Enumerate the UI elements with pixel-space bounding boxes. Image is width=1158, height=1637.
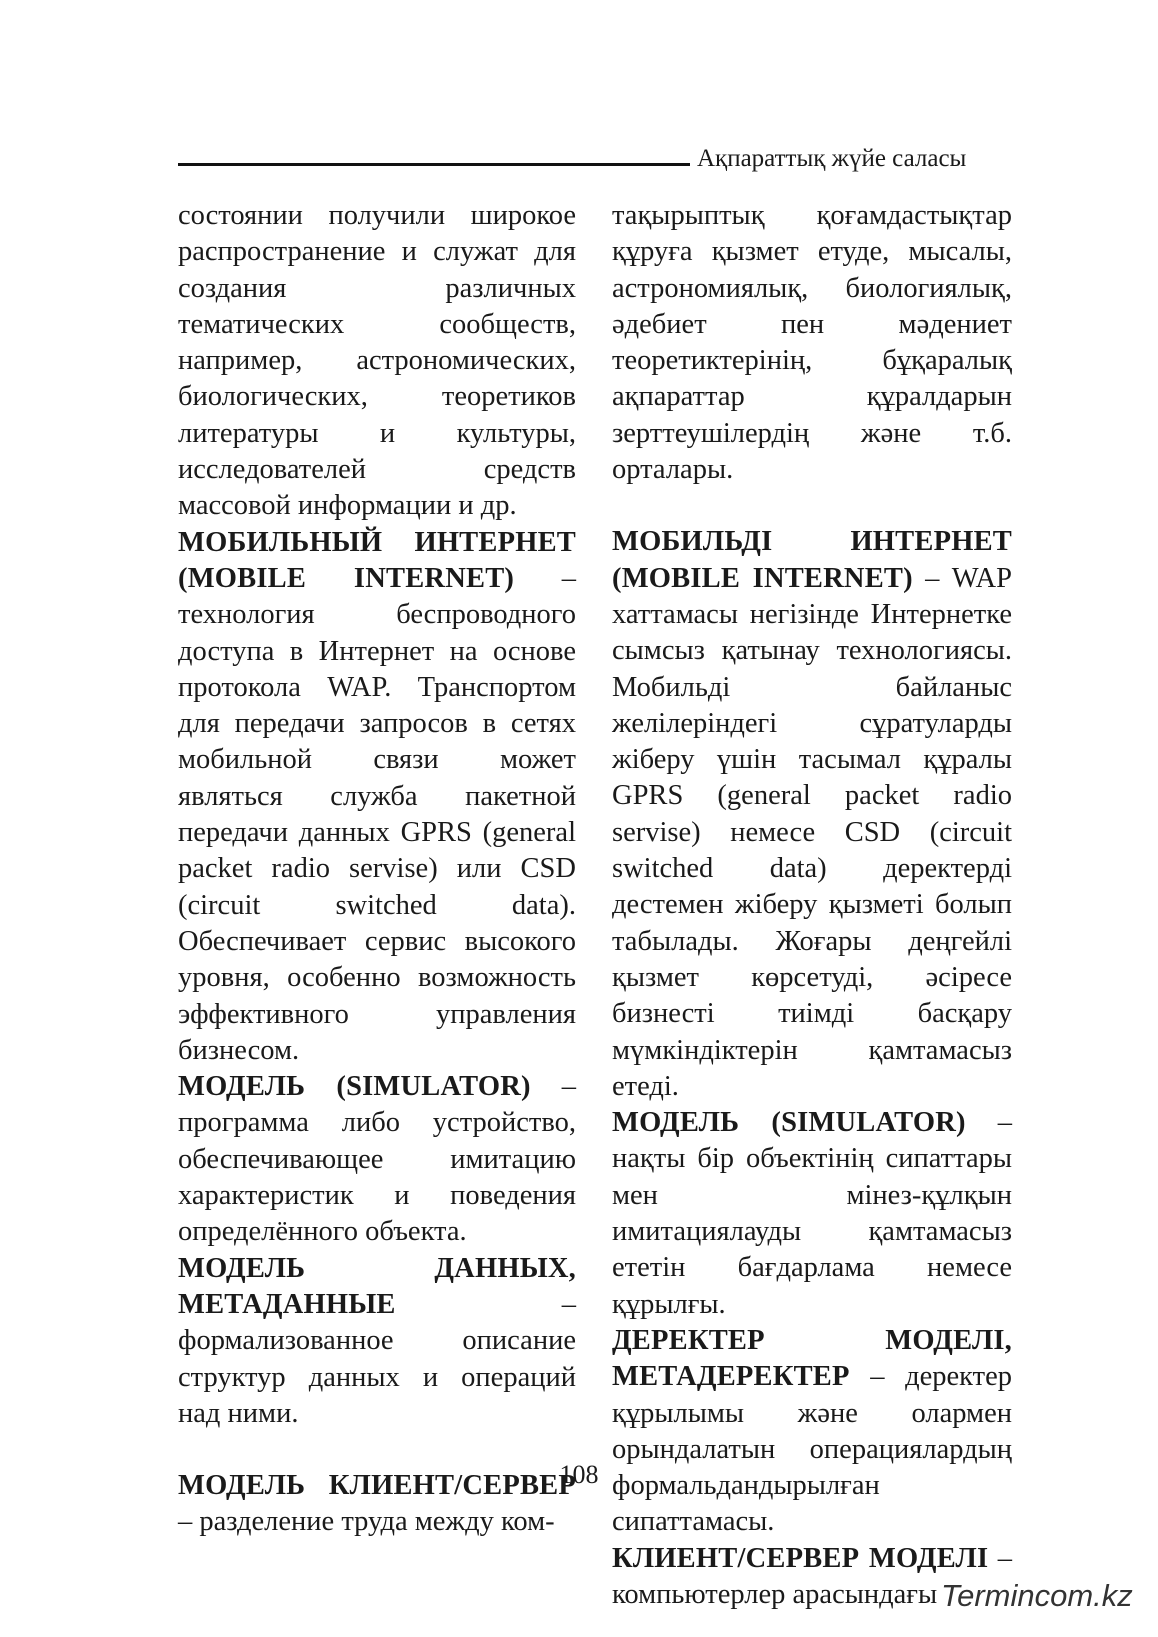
entry-text: – нақты бір объектінің сипаттары мен мінез-құлқын имитациялауды қамтамасыз ететін бағдарлама немесе құрылғы. [612,1107,1012,1320]
entry-text: – деректер құрылымы және олармен орындалатын операциялардың формальдандырылған сипаттамасы. [612,1361,1012,1538]
entry-term: МОДЕЛЬ (SIMULATOR) [178,1071,531,1103]
entry-simulator [178,1069,576,1250]
entry-data-model [178,1251,576,1432]
entry-text: – разделение труда между ком- [178,1506,555,1538]
entry-continuation [612,198,1012,488]
entry-term: КЛИЕНТ/СЕРВЕР МОДЕЛІ [612,1542,989,1574]
entry-text: – программа либо устройство, обеспечивающее имитацию характеристик и поведения определённого объекта. [178,1071,576,1248]
entry-term: МОДЕЛЬ (SIMULATOR) [612,1107,966,1139]
entry-term: МОДЕЛЬ КЛИЕНТ/СЕРВЕР [178,1470,576,1502]
entry-text: тақырыптық қоғамдастықтар құруға қызмет етуде, мысалы, астрономиялық, биологиялық, әдебиет пен мәдениет теоретиктерінің, бұқаралық ақпараттар құралдарын зерттеушілердің және т.б. орталары. [612,200,1012,486]
entry-simulator [612,1105,1012,1323]
header-rule [178,163,690,166]
left-column [178,198,576,1541]
watermark-text: Termincom.kz [941,1578,1133,1613]
entry-text: – формализованное описание структур данных и операций над ними. [178,1288,576,1429]
right-column [612,198,1012,1613]
entry-continuation [178,198,576,525]
page-number: 108 [559,1460,599,1489]
entry-mobile-internet [178,525,576,1069]
entry-mobile-internet [612,524,1012,1105]
entry-term: ДЕРЕКТЕР МОДЕЛІ, МЕТАДЕРЕКТЕР [612,1324,1012,1393]
entry-term: МОДЕЛЬ ДАННЫХ, МЕТАДАННЫЕ [178,1252,576,1320]
entry-text: – компьютерлер арасындағы [612,1542,1012,1610]
site-watermark [941,1578,1133,1614]
entry-term: МОБИЛЬДІ ИНТЕРНЕТ (MOBILE INTERNET) [612,526,1012,594]
entry-text: – WAP хаттамасы негізінде Интернетке сымсыз қатынау технологиясы. Мобильді байланыс желілеріндегі сұратуларды жіберу үшін тасымал құралы GPRS (general packet radio servise) немесе CSD (circuit switched data) деректерді дестемен жіберу қызметі болып табылады. Жоғары деңгейлі қызмет көрсетуді, әсіресе бизнесті тиімді басқару мүмкіндіктерін қамтамасыз етеді. [612,562,1012,1102]
entry-text: состоянии получили широкое распространение и служат для создания различных тематических сообществ, например, астрономических, биологических, теоретиков литературы и культуры, исследователей средств массовой информации и др. [178,200,576,522]
entry-text: – технология беспроводного доступа в Интернет на основе протокола WAP. Транспортом для передачи запросов в сетях мобильной связи может являться служба пакетной передачи данных GPRS (general packet radio servise) или CSD (circuit switched data). Обеспечивает сервис высокого уровня, особенно возможность эффективного управления бизнесом. [178,562,576,1066]
entry-data-model [612,1323,1012,1541]
running-header-title: Ақпараттық жүйе саласы [697,145,967,172]
spacer [612,488,1012,524]
entry-term: МОБИЛЬНЫЙ ИНТЕРНЕТ (MOBILE INTERNET) [178,526,576,594]
